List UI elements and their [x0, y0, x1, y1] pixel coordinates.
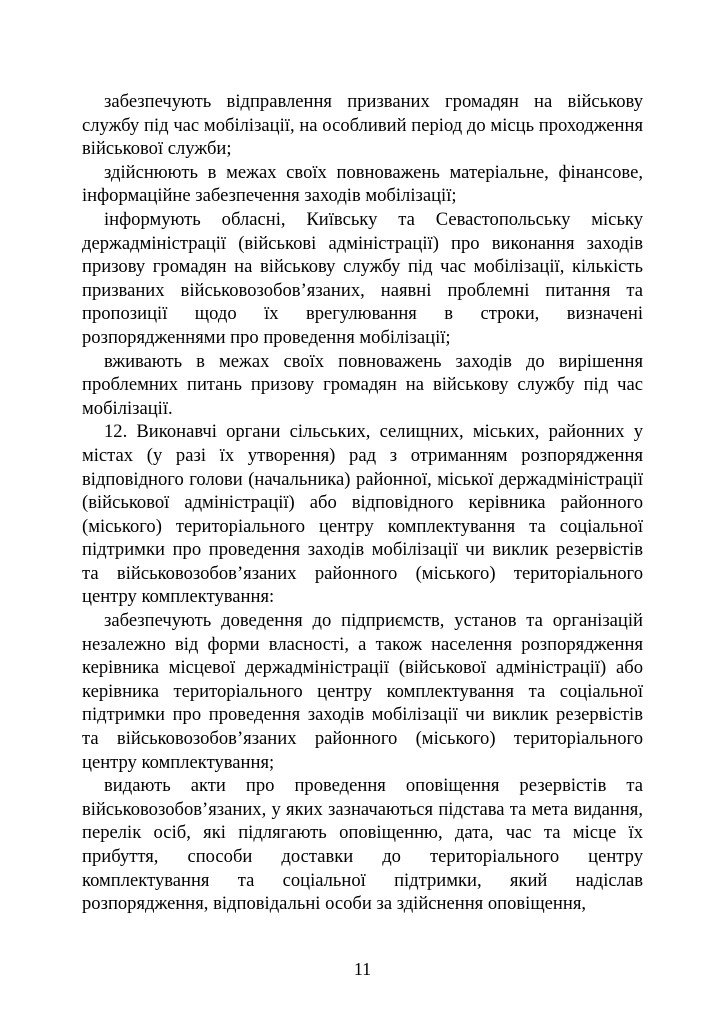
paragraph-resolve-issues: вживають в межах своїх повноважень заходів до вирішення проблемних питань призову громадян на військову службу під час мобілізації.: [82, 350, 643, 419]
paragraph-notify-enterprises: забезпечують доведення до підприємств, установ та організацій незалежно від форми власності, а також населення розпорядження керівника місцевої держадміністрації (військової адміністрації) або керівника територіального центру комплектування та соціальної підтримки про проведення заходів мобілізації чи виклик резервістів та військовозобов’язаних районного (міського) територіального центру комплектування;: [82, 610, 643, 773]
paragraph-issue-acts: видають акти про проведення оповіщення резервістів та військовозобов’язаних, у яких зазначаються підстава та мета видання, перелік осіб, які підлягають оповіщенню, дата, час та місце їх прибуття, способи доставки до територіального центру комплектування та соціальної підтримки, який надіслав розпорядження, відповідальні особи за здійснення оповіщення,: [82, 775, 643, 915]
paragraph-dispatch-conscripts: забезпечують відправлення призваних громадян на військову службу під час мобілізації, на особливий період до місць проходження військової служби;: [82, 91, 643, 160]
document-body: [82, 90, 643, 916]
paragraph-inform-administrations: інформують обласні, Київську та Севастопольську міську держадміністрації (військові адміністрації) про виконання заходів призову громадян на військову службу під час мобілізації, кількість призваних військовозобов’язаних, наявні проблемні питання та пропозиції щодо їх врегулювання в строки, визначені розпорядженнями про проведення мобілізації;: [82, 208, 643, 348]
paragraph-item-12: 12. Виконавчі органи сільських, селищних, міських, районних у містах (у разі їх утворення) рад з отриманням розпорядження відповідного голови (начальника) районної, міської держадміністрації (військової адміністрації) або відповідного керівника районного (міського) територіального центру комплектування та соціальної підтримки про проведення заходів мобілізації чи виклик резервістів та військовозобов’язаних районного (міського) територіального центру комплектування:: [82, 421, 643, 608]
paragraph-material-support: здійснюють в межах своїх повноважень матеріальне, фінансове, інформаційне забезпечення заходів мобілізації;: [82, 161, 643, 207]
page-number: 11: [353, 959, 372, 979]
